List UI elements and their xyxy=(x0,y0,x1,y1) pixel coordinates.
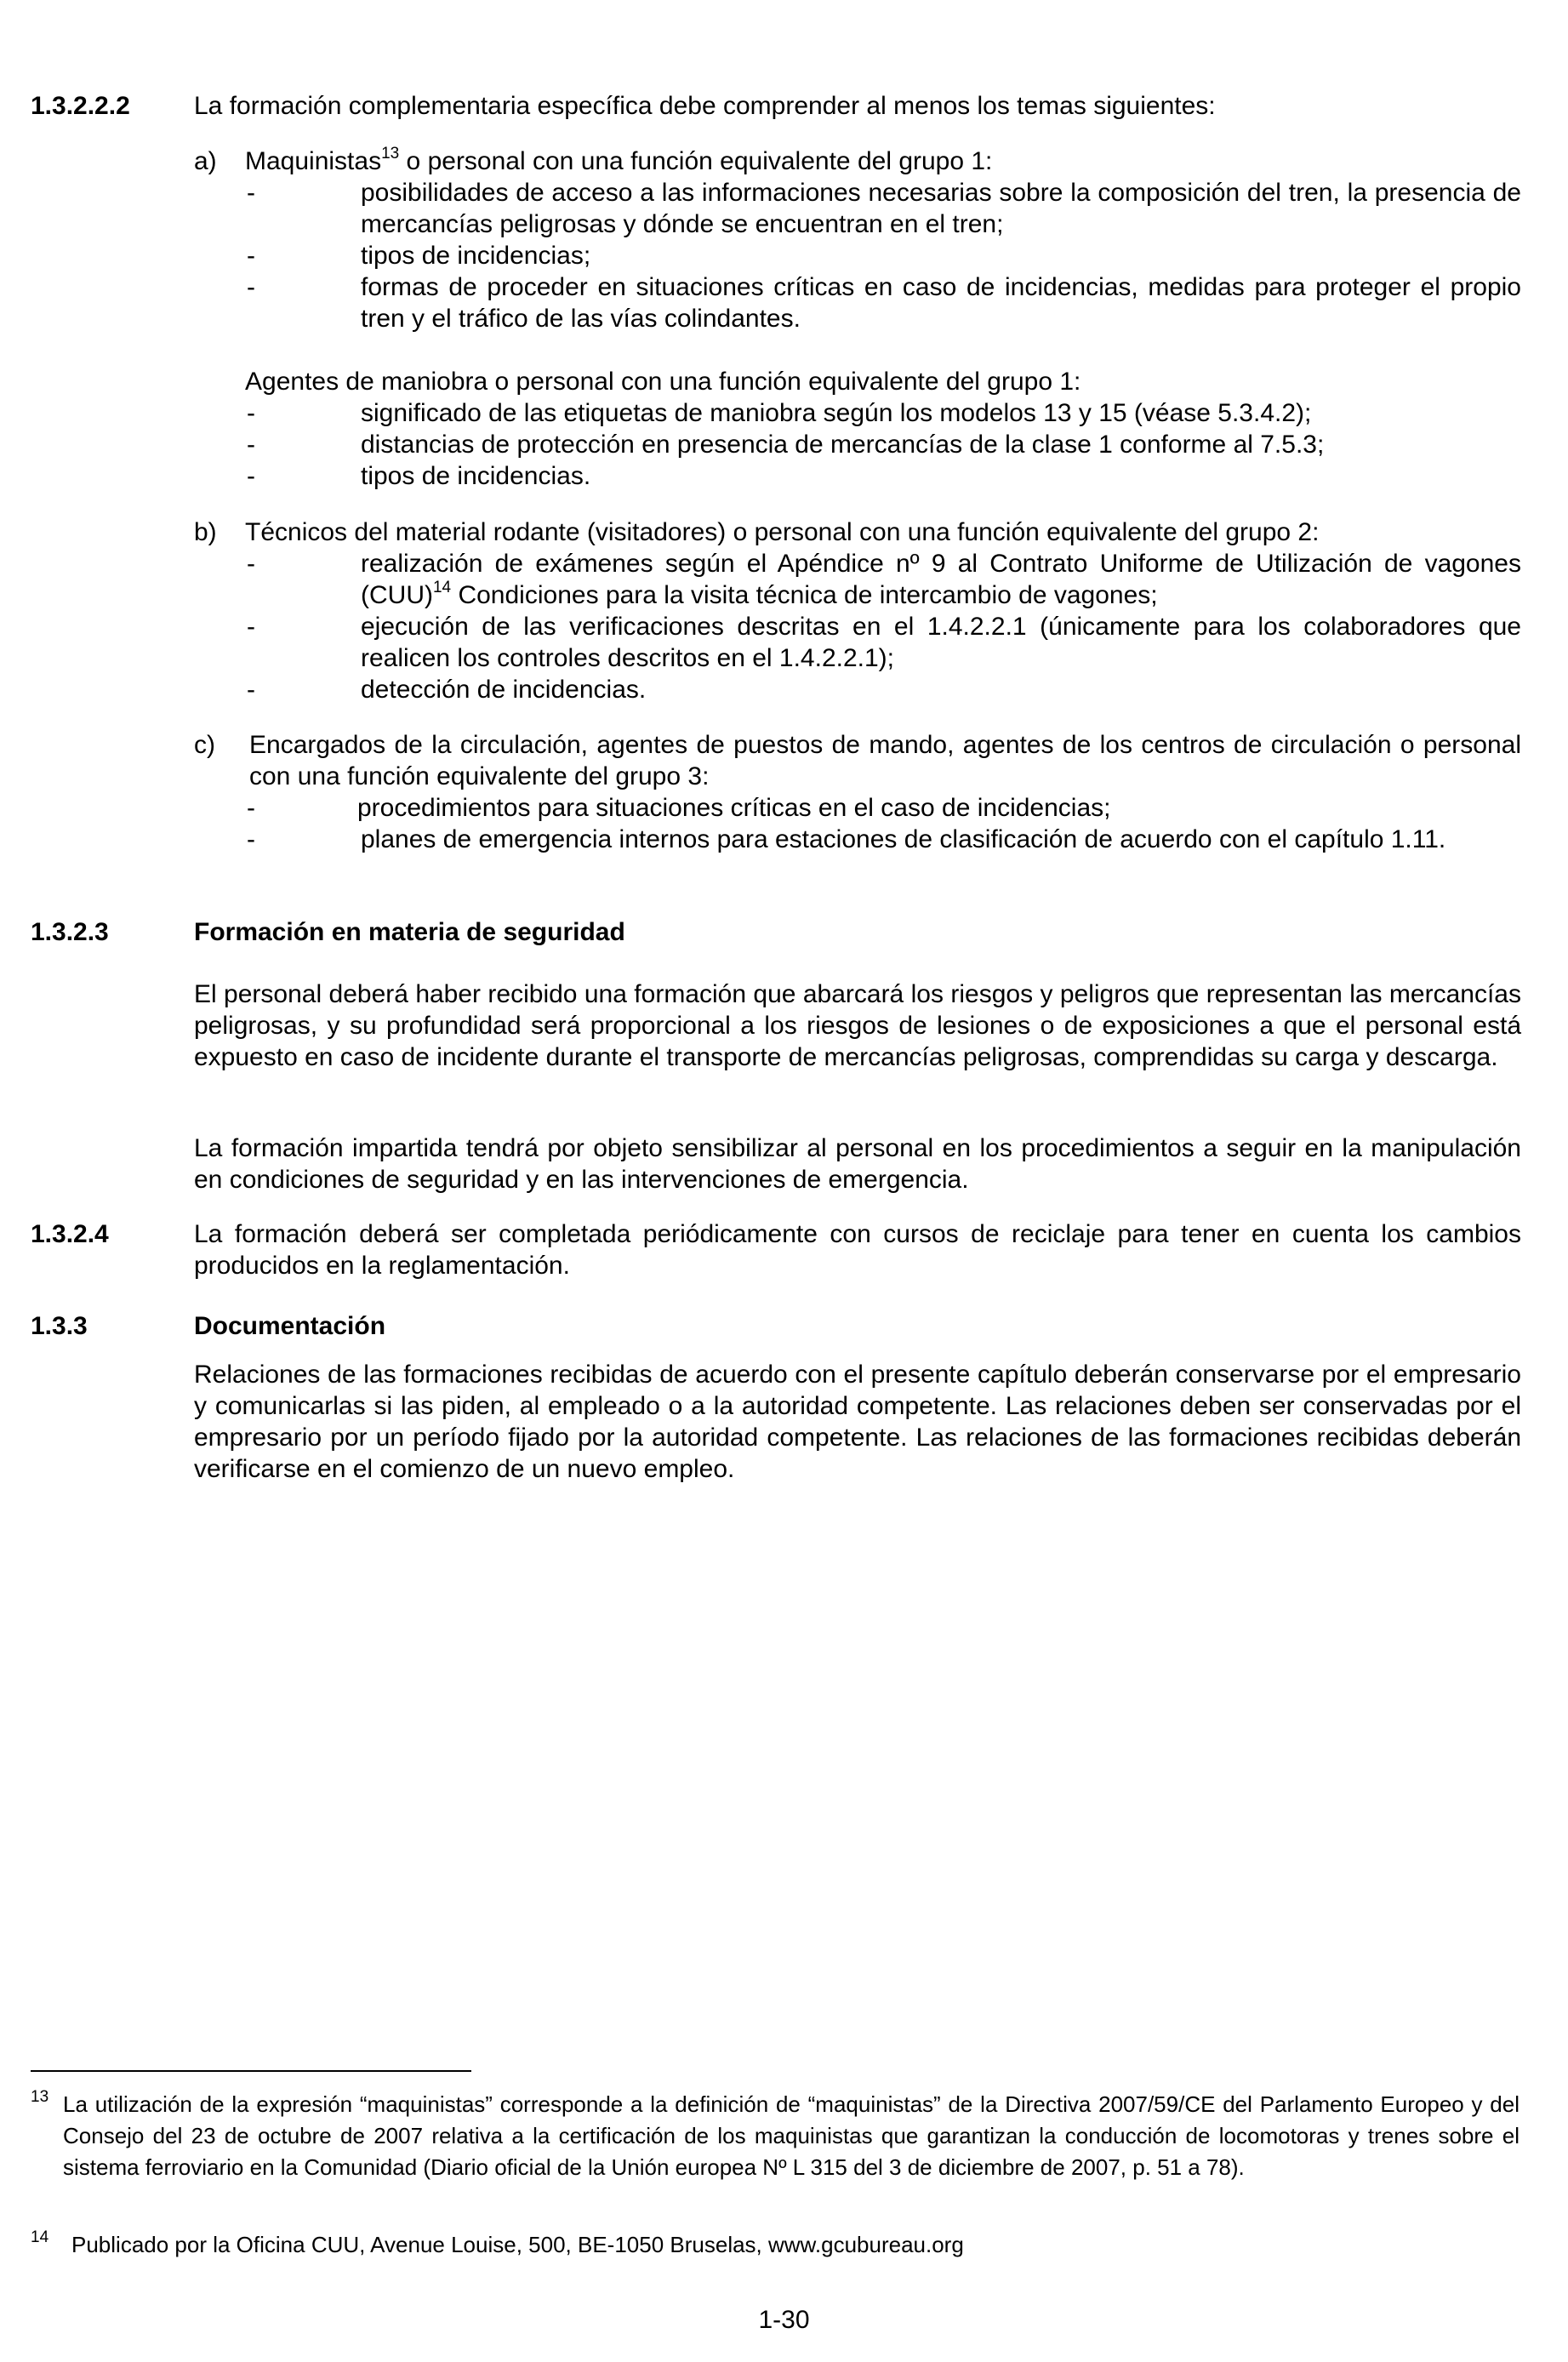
paragraph: Relaciones de las formaciones recibidas de acuerdo con el presente capítulo deberán conservarse por el empresario y comunicarlas si las piden, al empleado o a la autoridad competente. Las relaciones deben ser conservadas por el empresario por un período fijado por la autoridad competente. Las relaciones de las formaciones recibidas deberán verificarse en el comienzo de un nuevo empleo. xyxy=(194,1361,1521,1483)
dash-bullet: - xyxy=(247,550,255,578)
footnote xyxy=(31,2229,1520,2261)
list-item-text: posibilidades de acceso a las informaciones necesarias sobre la composición del tren, la presencia de mercancías peligrosas y dónde se encuentran en el tren; xyxy=(361,179,1521,238)
list-item-text: formas de proceder en situaciones críticas en caso de incidencias, medidas para proteger el propio tren y el tráfico de las vías colindantes. xyxy=(361,273,1521,333)
group-a-shunting-heading: Agentes de maniobra o personal con una función equivalente del grupo 1: xyxy=(245,368,1081,396)
dash-bullet: - xyxy=(247,242,255,270)
list-item xyxy=(247,271,1521,334)
dash-bullet: - xyxy=(247,462,255,490)
footnote-text: Publicado por la Oficina CUU, Avenue Louise, 500, BE-1050 Bruselas, www.gcubureau.org xyxy=(71,2232,964,2257)
dash-bullet: - xyxy=(247,273,255,301)
page-number: 1-30 xyxy=(758,2306,810,2334)
section-number-1-3-3: 1.3.3 xyxy=(31,1312,88,1340)
list-item-text: detección de incidencias. xyxy=(361,676,647,704)
section-number-1-3-2-4: 1.3.2.4 xyxy=(31,1220,109,1248)
paragraph: La formación impartida tendrá por objeto sensibilizar al personal en los procedimientos a seguir en la manipulación en condiciones de seguridad y en las intervenciones de emergencia. xyxy=(194,1134,1521,1194)
dash-bullet: - xyxy=(247,179,255,207)
footnote-separator xyxy=(31,2070,471,2072)
list-item-text-part: realización de exámenes según el Apéndice nº 9 al Contrato Uniforme de Utilización de vagones (CUU) xyxy=(361,550,1521,609)
section-title: Formación en materia de seguridad xyxy=(194,918,625,946)
dash-bullet: - xyxy=(247,613,255,641)
section-title: Documentación xyxy=(194,1312,386,1340)
list-item-text: distancias de protección en presencia de mercancías de la clase 1 conforme al 7.5.3; xyxy=(361,431,1325,459)
dash-bullet: - xyxy=(247,825,255,853)
footnote xyxy=(31,2089,1520,2183)
list-marker-b: b) xyxy=(194,518,217,546)
footnote-ref-14: 14 xyxy=(432,579,452,596)
paragraph: La formación deberá ser completada periódicamente con cursos de reciclaje para tener en cuenta los cambios producidos en la reglamentación. xyxy=(194,1220,1521,1280)
list-item-text-part: Condiciones para la visita técnica de intercambio de vagones; xyxy=(451,581,1158,609)
list-item xyxy=(247,429,1521,460)
list-item-text: tipos de incidencias. xyxy=(361,462,591,490)
list-item-text: planes de emergencia internos para estaciones de clasificación de acuerdo con el capítulo 1.11. xyxy=(361,825,1446,853)
section-number-1-3-2-2-2: 1.3.2.2.2 xyxy=(31,92,130,120)
group-a-heading xyxy=(245,145,1521,177)
list-item xyxy=(247,240,1521,271)
section-number-1-3-2-3: 1.3.2.3 xyxy=(31,918,109,946)
list-item xyxy=(247,460,1521,492)
list-item xyxy=(247,674,1521,705)
list-item xyxy=(247,177,1521,240)
list-item-text xyxy=(298,548,1521,611)
list-item-text: procedimientos para situaciones críticas en el caso de incidencias; xyxy=(357,794,1111,822)
list-item-text: ejecución de las verificaciones descritas en el 1.4.2.2.1 (únicamente para los colaboradores que realicen los controles descritos en el 1.4.2.2.1); xyxy=(361,613,1521,672)
list-item-text: tipos de incidencias; xyxy=(361,242,591,270)
dash-bullet: - xyxy=(247,794,255,822)
list-item xyxy=(247,824,1521,855)
list-item xyxy=(247,397,1521,429)
dash-bullet: - xyxy=(247,399,255,427)
section-intro: La formación complementaria específica debe comprender al menos los temas siguientes: xyxy=(194,92,1216,120)
group-c-heading: Encargados de la circulación, agentes de puestos de mando, agentes de los centros de circulación o personal con una función equivalente del grupo 3: xyxy=(249,731,1521,790)
footnote-text: La utilización de la expresión “maquinistas” corresponde a la definición de “maquinistas” de la Directiva 2007/59/CE del Parlamento Europeo y del Consejo del 23 de octubre de 2007 relativa a la certificación de los maquinistas que garantizan la conducción de locomotoras y trenes sobre el sistema ferroviario en la Comunidad (Diario oficial de la Unión europea Nº L 315 del 3 de diciembre de 2007, p. 51 a 78). xyxy=(63,2091,1520,2180)
group-a-heading-rest: o personal con una función equivalente del grupo 1: xyxy=(399,147,993,175)
list-item xyxy=(247,611,1521,674)
group-b-heading: Técnicos del material rodante (visitadores) o personal con una función equivalente del grupo 2: xyxy=(245,518,1320,546)
list-marker-c: c) xyxy=(194,731,215,759)
list-item xyxy=(247,548,1521,611)
footnote-body: $^{13}$ La utilización de la expresión “maquinistas” corresponde a la definición de “maquinistas” de la Directiva 2007/59/CE del Parlamento Europeo y del Consejo del 23 de octubre de 2007 relativa a la certificación de los maquinistas que garantizan la conducción de locomotoras y trenes sobre el sistema ferroviario en la Comunidad (Diario oficial de la Unión europea Nº L 315 del 3 de diciembre de 2007, p. 51 a 78). xyxy=(31,2088,1520,2180)
list-item-text: significado de las etiquetas de maniobra según los modelos 13 y 15 (véase 5.3.4.2); xyxy=(361,399,1312,427)
footnote-ref-13: 13 xyxy=(381,145,400,163)
footnote-body: $^{14}$ Publicado por la Oficina CUU, Avenue Louise, 500, BE-1050 Bruselas, www.gcubureau.org xyxy=(31,2228,964,2257)
dash-bullet: - xyxy=(247,676,255,704)
list-marker-a: a) xyxy=(194,147,217,175)
dash-bullet: - xyxy=(247,431,255,459)
list-item xyxy=(247,792,1521,824)
group-a-heading-text: Maquinistas xyxy=(245,147,382,175)
paragraph: El personal deberá haber recibido una formación que abarcará los riesgos y peligros que representan las mercancías peligrosas, y su profundidad será proporcional a los riesgos de lesiones o de exposiciones a que el personal está expuesto en caso de incidente durante el transporte de mercancías peligrosas, comprendidas su carga y descarga. xyxy=(194,980,1521,1071)
